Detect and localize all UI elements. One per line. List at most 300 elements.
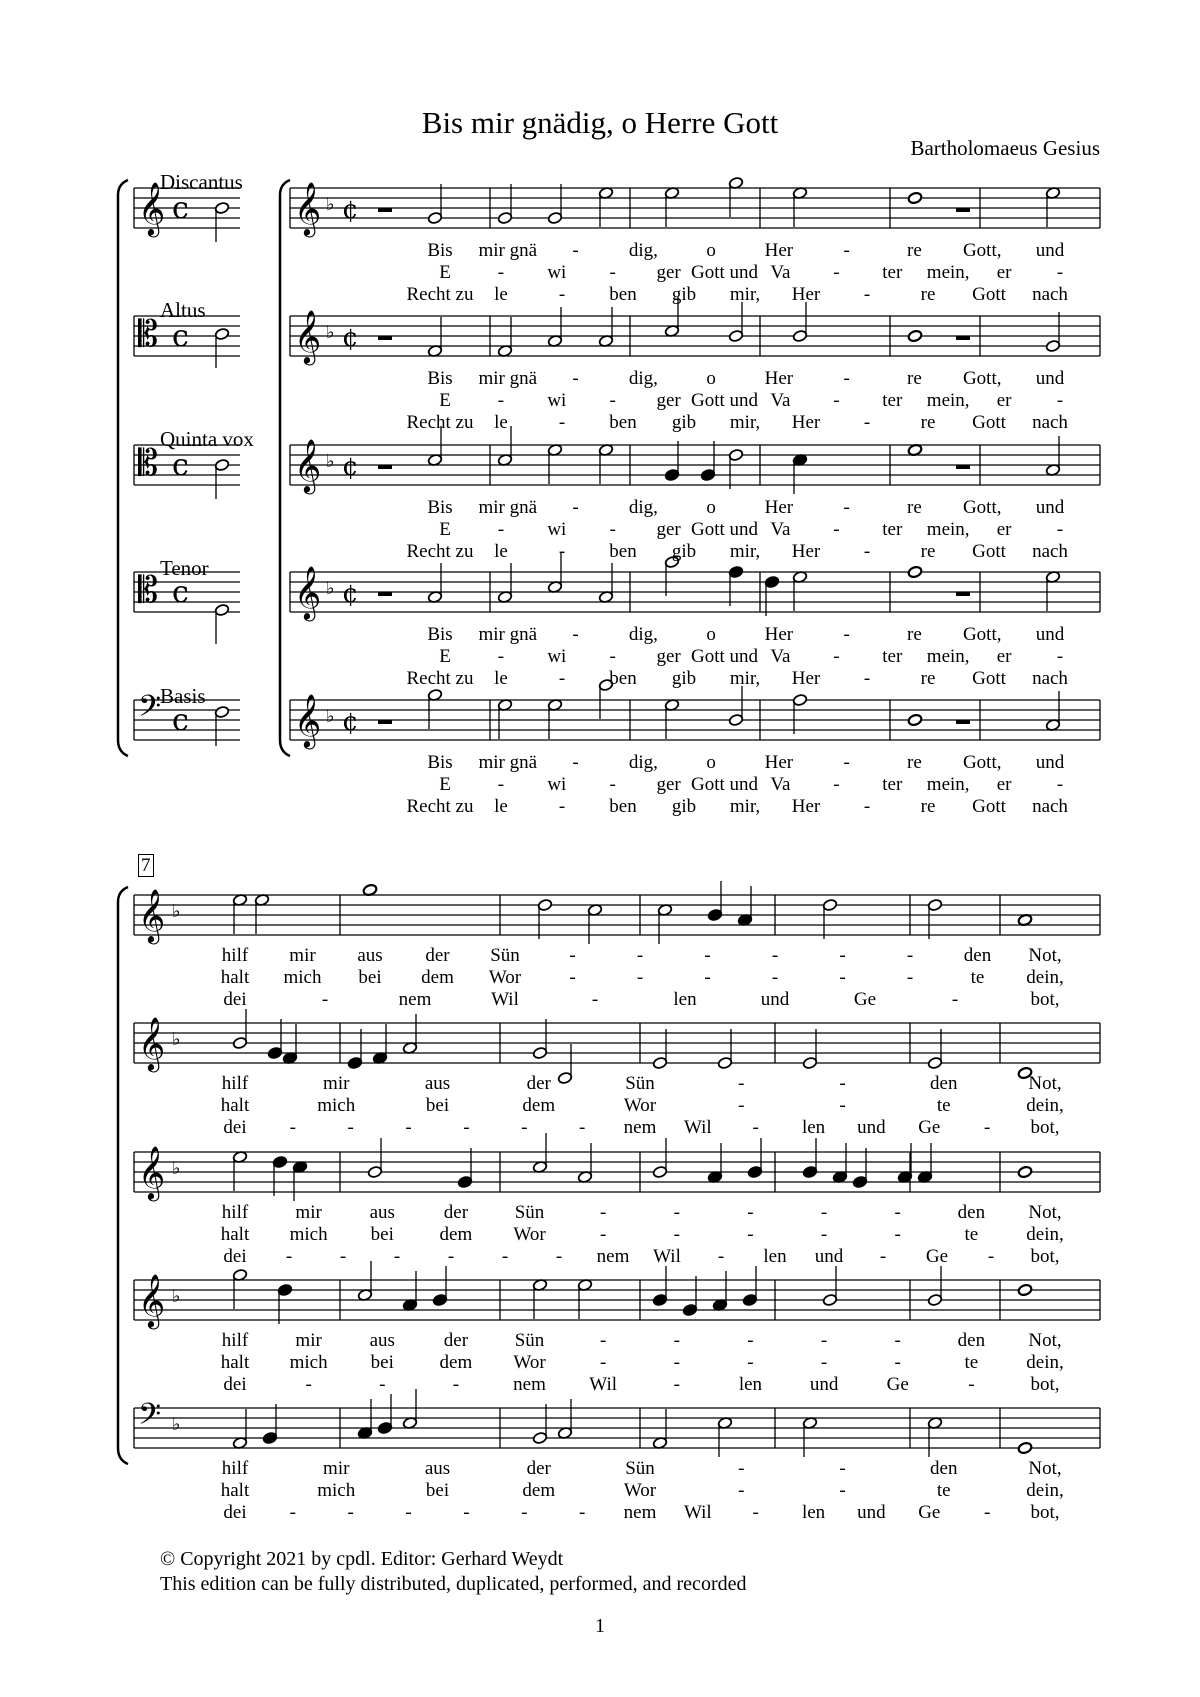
lyric-verse-2: ger bbox=[656, 774, 681, 795]
license-line: This edition can be fully distributed, duplicated, performed, and recorded bbox=[160, 1573, 747, 1595]
lyric-verse-2: ter bbox=[882, 519, 903, 540]
lyric-verse-2: - bbox=[839, 967, 846, 988]
lyric-verse-3: le bbox=[494, 668, 508, 689]
lyric-verse-3: re bbox=[920, 668, 936, 689]
cut-time-icon: ¢ bbox=[342, 452, 359, 482]
lyric-verse-2: - bbox=[771, 967, 779, 988]
lyric-verse-2: mein, bbox=[926, 774, 970, 795]
voice-name-basis: Basis bbox=[160, 684, 206, 708]
lyric-verse-3: - bbox=[405, 1502, 412, 1523]
lyric-verse-2: - bbox=[609, 262, 616, 283]
lyric-verse-2: - bbox=[1056, 390, 1064, 411]
note bbox=[907, 329, 922, 342]
lyric-verse-2: dein, bbox=[1026, 967, 1064, 988]
lyric-verse-3: - bbox=[983, 1117, 991, 1138]
bass-clef-icon: 𝄢 bbox=[138, 1398, 162, 1439]
lyric-verse-2: te bbox=[936, 1095, 951, 1116]
lyric-verse-3: nach bbox=[1032, 284, 1068, 305]
lyric-verse-2: - bbox=[1056, 646, 1064, 667]
treble-clef-icon: 𝄞 bbox=[138, 1016, 166, 1070]
clef-icon: 𝄞 bbox=[294, 693, 322, 747]
lyric-verse-2: er bbox=[996, 646, 1012, 667]
lyric-verse-2: mich bbox=[289, 1224, 328, 1245]
lyric-verse-1: Her bbox=[764, 624, 794, 645]
lyric-verse-3: mir, bbox=[729, 412, 761, 433]
system-bracket bbox=[118, 887, 128, 1464]
lyric-verse-2: - bbox=[833, 646, 840, 667]
lyric-verse-2: mein, bbox=[926, 646, 970, 667]
note bbox=[1017, 1283, 1032, 1296]
lyric-verse-1: und bbox=[1035, 752, 1065, 773]
lyric-verse-2: Wor bbox=[513, 1352, 546, 1373]
lyric-verse-1: - bbox=[894, 1330, 901, 1351]
lyric-verse-3: - bbox=[863, 668, 871, 689]
lyric-verse-1: Sün bbox=[514, 1330, 545, 1351]
lyric-verse-3: dei bbox=[223, 1117, 247, 1138]
lyric-verse-1: - bbox=[843, 240, 850, 261]
lyric-verse-3: - bbox=[447, 1246, 455, 1267]
lyric-verse-2: te bbox=[964, 1224, 979, 1245]
lyric-verse-3: gib bbox=[671, 668, 697, 689]
lyric-verse-3: bot, bbox=[1030, 1374, 1060, 1395]
lyric-verse-3: - bbox=[285, 1246, 293, 1267]
lyric-verse-1: dig, bbox=[628, 624, 658, 645]
lyric-verse-1: re bbox=[907, 752, 922, 773]
lyric-verse-1: Gott, bbox=[962, 497, 1002, 518]
lyric-verse-3: - bbox=[987, 1246, 995, 1267]
lyric-verse-3: - bbox=[717, 1246, 725, 1267]
lyric-verse-3: - bbox=[463, 1117, 470, 1138]
lyric-verse-2: mich bbox=[317, 1095, 356, 1116]
lyric-verse-2: Va bbox=[770, 774, 791, 795]
lyric-verse-3: nach bbox=[1032, 541, 1068, 562]
lyric-verse-3: - bbox=[752, 1502, 759, 1523]
lyric-verse-3: mir, bbox=[729, 541, 761, 562]
lyric-verse-2: te bbox=[936, 1480, 951, 1501]
lyric-verse-2: - bbox=[738, 1480, 745, 1501]
lyric-verse-3: len bbox=[763, 1246, 787, 1267]
lyric-verse-3: len bbox=[801, 1502, 826, 1523]
time-signature-icon: c bbox=[172, 319, 189, 354]
lyric-verse-3: - bbox=[558, 541, 566, 562]
lyric-verse-1: o bbox=[706, 240, 716, 261]
flat-icon: ♭ bbox=[172, 901, 181, 922]
lyric-verse-2: - bbox=[600, 1352, 607, 1373]
lyric-verse-1: dig, bbox=[628, 368, 658, 389]
lyric-verse-2: E bbox=[439, 519, 451, 540]
flat-icon: ♭ bbox=[172, 1414, 181, 1435]
lyric-verse-3: Wil bbox=[683, 1502, 712, 1523]
lyric-verse-2: er bbox=[996, 262, 1012, 283]
lyric-verse-3: ben bbox=[609, 412, 637, 433]
lyric-verse-1: Not, bbox=[1028, 945, 1062, 966]
lyric-verse-3: mir, bbox=[729, 284, 761, 305]
lyric-verse-2: wi bbox=[547, 262, 567, 283]
lyric-verse-3: Ge bbox=[925, 1246, 949, 1267]
lyric-verse-2: mich bbox=[283, 967, 322, 988]
lyric-verse-2: - bbox=[747, 1352, 754, 1373]
lyric-verse-1: - bbox=[839, 945, 846, 966]
lyric-verse-3: dei bbox=[223, 1246, 247, 1267]
half-rest bbox=[956, 208, 970, 212]
lyric-verse-3: - bbox=[558, 668, 566, 689]
lyric-verse-1: mir gnä bbox=[478, 752, 538, 773]
lyric-verse-3: - bbox=[863, 541, 871, 562]
lyric-verse-2: - bbox=[497, 519, 505, 540]
lyric-verse-3: Gott bbox=[972, 541, 1006, 562]
lyric-verse-3: Gott bbox=[972, 796, 1006, 817]
lyric-verse-1: - bbox=[636, 945, 644, 966]
lyric-verse-3: - bbox=[578, 1502, 586, 1523]
lyric-verse-3: nach bbox=[1032, 412, 1068, 433]
lyric-verse-2: Va bbox=[770, 390, 791, 411]
lyric-verse-1: aus bbox=[424, 1458, 451, 1479]
lyric-verse-3: len bbox=[673, 989, 697, 1010]
lyric-verse-1: aus bbox=[357, 945, 383, 966]
lyric-verse-3: le bbox=[494, 284, 508, 305]
lyric-verse-1: Bis bbox=[427, 240, 453, 261]
lyric-verse-2: - bbox=[894, 1352, 901, 1373]
lyric-verse-1: - bbox=[820, 1202, 828, 1223]
lyric-verse-3: Recht zu bbox=[406, 796, 474, 817]
lyric-verse-3: Ge bbox=[853, 989, 877, 1010]
lyric-verse-2: - bbox=[747, 1224, 754, 1245]
lyric-verse-3: Wil bbox=[491, 989, 519, 1010]
treble-clef-icon: 𝄞 bbox=[138, 1145, 166, 1199]
lyric-verse-1: hilf bbox=[221, 1330, 249, 1351]
lyric-verse-3: - bbox=[591, 989, 599, 1010]
lyric-verse-2: dem bbox=[421, 967, 454, 988]
lyric-verse-3: ben bbox=[609, 668, 637, 689]
lyric-verse-2: mich bbox=[317, 1480, 356, 1501]
lyric-verse-3: Her bbox=[791, 541, 821, 562]
lyric-verse-3: - bbox=[347, 1502, 354, 1523]
half-rest bbox=[956, 336, 970, 340]
lyric-verse-2: Va bbox=[770, 519, 791, 540]
lyric-verse-2: Gott und bbox=[691, 646, 759, 667]
lyric-verse-2: ger bbox=[656, 390, 681, 411]
lyric-verse-2: - bbox=[609, 390, 616, 411]
lyric-verse-3: Gott bbox=[972, 284, 1006, 305]
lyric-verse-3: Gott bbox=[972, 668, 1006, 689]
lyric-verse-2: te bbox=[970, 967, 985, 988]
lyric-verse-1: - bbox=[747, 1330, 754, 1351]
lyric-verse-2: - bbox=[1056, 774, 1064, 795]
lyric-verse-3: - bbox=[951, 989, 959, 1010]
lyric-verse-2: - bbox=[569, 967, 576, 988]
lyric-verse-1: aus bbox=[369, 1330, 395, 1351]
lyric-verse-2: - bbox=[673, 1224, 680, 1245]
system-bracket bbox=[280, 180, 290, 756]
lyric-verse-3: - bbox=[879, 1246, 887, 1267]
lyric-verse-2: - bbox=[497, 390, 505, 411]
lyric-verse-2: dem bbox=[522, 1480, 556, 1501]
lyric-verse-2: dein, bbox=[1026, 1095, 1064, 1116]
lyric-verse-1: o bbox=[706, 752, 716, 773]
lyric-verse-1: - bbox=[738, 1073, 745, 1094]
lyric-verse-3: - bbox=[521, 1117, 528, 1138]
lyric-verse-2: ter bbox=[882, 262, 903, 283]
lyric-verse-3: Her bbox=[791, 412, 821, 433]
lyric-verse-1: Gott, bbox=[962, 752, 1002, 773]
lyric-verse-2: - bbox=[636, 967, 644, 988]
time-signature-icon: c bbox=[172, 575, 189, 610]
lyric-verse-3: re bbox=[920, 284, 936, 305]
cut-time-icon: ¢ bbox=[342, 579, 359, 609]
composer-name: Bartholomaeus Gesius bbox=[910, 136, 1100, 160]
lyric-verse-1: aus bbox=[424, 1073, 451, 1094]
lyric-verse-1: Her bbox=[764, 368, 794, 389]
lyric-verse-3: re bbox=[920, 412, 936, 433]
lyric-verse-3: nem bbox=[596, 1246, 630, 1267]
lyric-verse-3: bot, bbox=[1030, 1502, 1060, 1523]
lyric-verse-2: ger bbox=[656, 519, 681, 540]
lyric-verse-2: Wor bbox=[623, 1480, 657, 1501]
lyric-verse-2: bei bbox=[425, 1480, 450, 1501]
lyric-verse-3: Wil bbox=[683, 1117, 712, 1138]
lyric-verse-1: den bbox=[957, 1330, 986, 1351]
lyric-verse-1: Not, bbox=[1028, 1073, 1062, 1094]
lyric-verse-3: len bbox=[801, 1117, 826, 1138]
lyric-verse-3: nach bbox=[1032, 796, 1068, 817]
time-signature-icon: c bbox=[172, 448, 189, 483]
lyric-verse-3: gib bbox=[671, 412, 697, 433]
lyric-verse-2: - bbox=[609, 774, 616, 795]
flat-icon: ♭ bbox=[172, 1158, 181, 1179]
half-rest bbox=[378, 720, 392, 724]
lyric-verse-2: - bbox=[673, 1352, 680, 1373]
lyric-verse-1: dig, bbox=[628, 240, 658, 261]
lyric-verse-1: Gott, bbox=[962, 240, 1002, 261]
lyric-verse-3: und bbox=[814, 1246, 844, 1267]
lyric-verse-3: le bbox=[494, 412, 508, 433]
lyric-verse-1: dig, bbox=[628, 752, 658, 773]
lyric-verse-1: Sün bbox=[625, 1073, 655, 1094]
lyric-verse-3: - bbox=[558, 796, 566, 817]
lyric-verse-1: - bbox=[839, 1458, 846, 1479]
lyric-verse-1: mir gnä bbox=[478, 240, 538, 261]
lyric-verse-1: - bbox=[572, 624, 579, 645]
lyric-verse-3: re bbox=[920, 541, 936, 562]
lyric-verse-2: dem bbox=[439, 1352, 473, 1373]
lyric-verse-1: - bbox=[906, 945, 914, 966]
lyric-verse-1: Bis bbox=[427, 752, 453, 773]
lyric-verse-3: - bbox=[863, 412, 871, 433]
lyric-verse-2: wi bbox=[547, 646, 567, 667]
lyric-verse-2: halt bbox=[220, 1224, 250, 1245]
note bbox=[907, 713, 922, 726]
lyric-verse-3: Ge bbox=[886, 1374, 909, 1395]
lyric-verse-1: - bbox=[600, 1330, 607, 1351]
lyric-verse-3: Her bbox=[791, 796, 821, 817]
lyric-verse-1: Bis bbox=[427, 368, 453, 389]
lyric-verse-3: - bbox=[379, 1374, 386, 1395]
lyric-verse-3: Her bbox=[791, 668, 821, 689]
lyric-verse-3: Ge bbox=[918, 1117, 941, 1138]
lyric-verse-3: nem bbox=[513, 1374, 546, 1395]
lyric-verse-3: - bbox=[289, 1502, 297, 1523]
lyric-verse-3: - bbox=[452, 1374, 460, 1395]
lyric-verse-3: - bbox=[501, 1246, 509, 1267]
lyric-verse-1: re bbox=[907, 240, 922, 261]
lyric-verse-3: Wil bbox=[653, 1246, 681, 1267]
lyric-verse-1: - bbox=[771, 945, 779, 966]
lyric-verse-1: Sün bbox=[514, 1202, 545, 1223]
lyric-verse-2: te bbox=[964, 1352, 979, 1373]
lyric-verse-1: aus bbox=[369, 1202, 395, 1223]
lyric-verse-3: dei bbox=[223, 1374, 247, 1395]
lyric-verse-1: - bbox=[738, 1458, 745, 1479]
lyric-verse-1: - bbox=[572, 752, 579, 773]
lyric-verse-1: - bbox=[673, 1330, 680, 1351]
lyric-verse-2: - bbox=[833, 774, 840, 795]
lyric-verse-3: nem bbox=[623, 1502, 657, 1523]
lyric-verse-2: dein, bbox=[1026, 1480, 1064, 1501]
lyric-verse-1: Her bbox=[764, 752, 794, 773]
lyric-verse-2: wi bbox=[547, 390, 567, 411]
page-number: 1 bbox=[595, 1615, 605, 1637]
lyric-verse-3: - bbox=[405, 1117, 412, 1138]
half-rest bbox=[378, 465, 392, 469]
lyric-verse-1: mir bbox=[289, 945, 316, 966]
voice-name-discantus: Discantus bbox=[160, 170, 243, 194]
lyric-verse-3: - bbox=[339, 1246, 347, 1267]
lyric-verse-1: Her bbox=[764, 497, 794, 518]
clef-icon: 𝄡 bbox=[138, 570, 159, 611]
lyric-verse-1: den bbox=[957, 1202, 986, 1223]
lyric-verse-1: re bbox=[907, 497, 922, 518]
lyric-verse-1: re bbox=[907, 624, 922, 645]
lyric-verse-2: E bbox=[439, 390, 451, 411]
lyric-verse-2: ger bbox=[656, 262, 681, 283]
flat-icon: ♭ bbox=[326, 322, 335, 343]
lyric-verse-1: den bbox=[963, 945, 992, 966]
time-signature-icon: c bbox=[172, 191, 189, 226]
clef-icon: 𝄡 bbox=[138, 314, 159, 355]
lyric-verse-3: - bbox=[983, 1502, 991, 1523]
lyric-verse-3: Wil bbox=[589, 1374, 618, 1395]
lyric-verse-3: mir, bbox=[729, 796, 761, 817]
note bbox=[1017, 1441, 1032, 1454]
system-bracket bbox=[118, 180, 128, 756]
lyric-verse-3: Recht zu bbox=[406, 284, 474, 305]
lyric-verse-2: mein, bbox=[926, 390, 970, 411]
lyric-verse-3: bot, bbox=[1030, 989, 1060, 1010]
lyric-verse-3: - bbox=[558, 412, 566, 433]
lyric-verse-3: und bbox=[760, 989, 790, 1010]
flat-icon: ♭ bbox=[326, 194, 335, 215]
measure-number: 7 bbox=[138, 856, 154, 876]
lyric-verse-1: mir bbox=[295, 1202, 322, 1223]
clef-icon: 𝄡 bbox=[138, 443, 159, 484]
lyric-verse-2: - bbox=[497, 774, 505, 795]
lyric-verse-1: mir gnä bbox=[478, 368, 538, 389]
lyric-verse-1: - bbox=[600, 1202, 607, 1223]
lyric-verse-3: ben bbox=[609, 541, 637, 562]
cut-time-icon: ¢ bbox=[342, 323, 359, 353]
lyric-verse-3: - bbox=[347, 1117, 354, 1138]
lyric-verse-2: Wor bbox=[488, 967, 522, 988]
lyric-verse-2: - bbox=[839, 1480, 846, 1501]
lyric-verse-2: halt bbox=[220, 1480, 250, 1501]
lyric-verse-1: hilf bbox=[221, 1073, 249, 1094]
lyric-verse-2: ger bbox=[656, 646, 681, 667]
lyric-verse-1: Sün bbox=[490, 945, 520, 966]
clef-icon: 𝄞 bbox=[294, 309, 322, 363]
lyric-verse-3: Recht zu bbox=[406, 412, 474, 433]
lyric-verse-1: o bbox=[706, 624, 716, 645]
lyric-verse-3: Recht zu bbox=[406, 668, 474, 689]
lyric-verse-3: ben bbox=[609, 796, 637, 817]
lyric-verse-1: Not, bbox=[1028, 1202, 1062, 1223]
lyric-verse-3: mir, bbox=[729, 668, 761, 689]
clef-icon: 𝄞 bbox=[138, 181, 166, 235]
lyric-verse-3: Ge bbox=[918, 1502, 941, 1523]
lyric-verse-2: Gott und bbox=[691, 390, 759, 411]
lyric-verse-2: bei bbox=[370, 1224, 394, 1245]
lyric-verse-3: nach bbox=[1032, 668, 1068, 689]
lyric-verse-2: - bbox=[833, 519, 840, 540]
lyric-verse-1: mir bbox=[323, 1458, 350, 1479]
voice-name-altus: Altus bbox=[160, 298, 206, 322]
lyric-verse-1: - bbox=[839, 1073, 846, 1094]
lyric-verse-1: - bbox=[569, 945, 576, 966]
lyric-verse-1: Her bbox=[764, 240, 794, 261]
note bbox=[1017, 1165, 1032, 1178]
flat-icon: ♭ bbox=[326, 578, 335, 599]
lyric-verse-2: - bbox=[820, 1224, 828, 1245]
clef-icon: 𝄞 bbox=[294, 438, 322, 492]
lyric-verse-2: bei bbox=[370, 1352, 394, 1373]
half-rest bbox=[956, 720, 970, 724]
lyric-verse-3: le bbox=[494, 796, 508, 817]
lyric-verse-1: der bbox=[425, 945, 450, 966]
lyric-verse-1: Bis bbox=[427, 497, 453, 518]
lyric-verse-2: mich bbox=[289, 1352, 328, 1373]
copyright-line: © Copyright 2021 by cpdl. Editor: Gerhard Weydt bbox=[160, 1548, 564, 1570]
lyric-verse-2: halt bbox=[220, 967, 250, 988]
lyric-verse-3: und bbox=[857, 1117, 886, 1138]
lyric-verse-3: - bbox=[555, 1246, 563, 1267]
treble-clef-icon: 𝄞 bbox=[138, 888, 166, 942]
lyric-verse-3: - bbox=[521, 1502, 528, 1523]
lyric-verse-1: dig, bbox=[628, 497, 658, 518]
lyric-verse-2: E bbox=[439, 262, 451, 283]
lyric-verse-1: mir gnä bbox=[478, 624, 538, 645]
lyric-verse-2: - bbox=[833, 390, 840, 411]
lyric-verse-2: Gott und bbox=[691, 774, 759, 795]
cut-time-icon: ¢ bbox=[342, 195, 359, 225]
lyric-verse-1: mir bbox=[323, 1073, 350, 1094]
lyric-verse-3: - bbox=[289, 1117, 297, 1138]
lyric-verse-1: hilf bbox=[221, 1202, 249, 1223]
lyric-verse-3: - bbox=[463, 1502, 470, 1523]
lyric-verse-3: gib bbox=[671, 284, 697, 305]
lyric-verse-1: hilf bbox=[221, 945, 249, 966]
lyric-verse-2: Va bbox=[770, 646, 791, 667]
flat-icon: ♭ bbox=[172, 1286, 181, 1307]
lyric-verse-1: - bbox=[673, 1202, 680, 1223]
lyric-verse-2: bei bbox=[358, 967, 382, 988]
voice-name-tenor: Tenor bbox=[160, 556, 209, 580]
lyric-verse-1: Sün bbox=[625, 1458, 655, 1479]
lyric-verse-3: und bbox=[857, 1502, 886, 1523]
lyric-verse-1: den bbox=[930, 1458, 958, 1479]
lyric-verse-1: - bbox=[843, 497, 850, 518]
lyric-verse-3: - bbox=[393, 1246, 401, 1267]
lyric-verse-2: dein, bbox=[1026, 1224, 1064, 1245]
voice-name-quinta-vox: Quinta vox bbox=[160, 427, 254, 451]
